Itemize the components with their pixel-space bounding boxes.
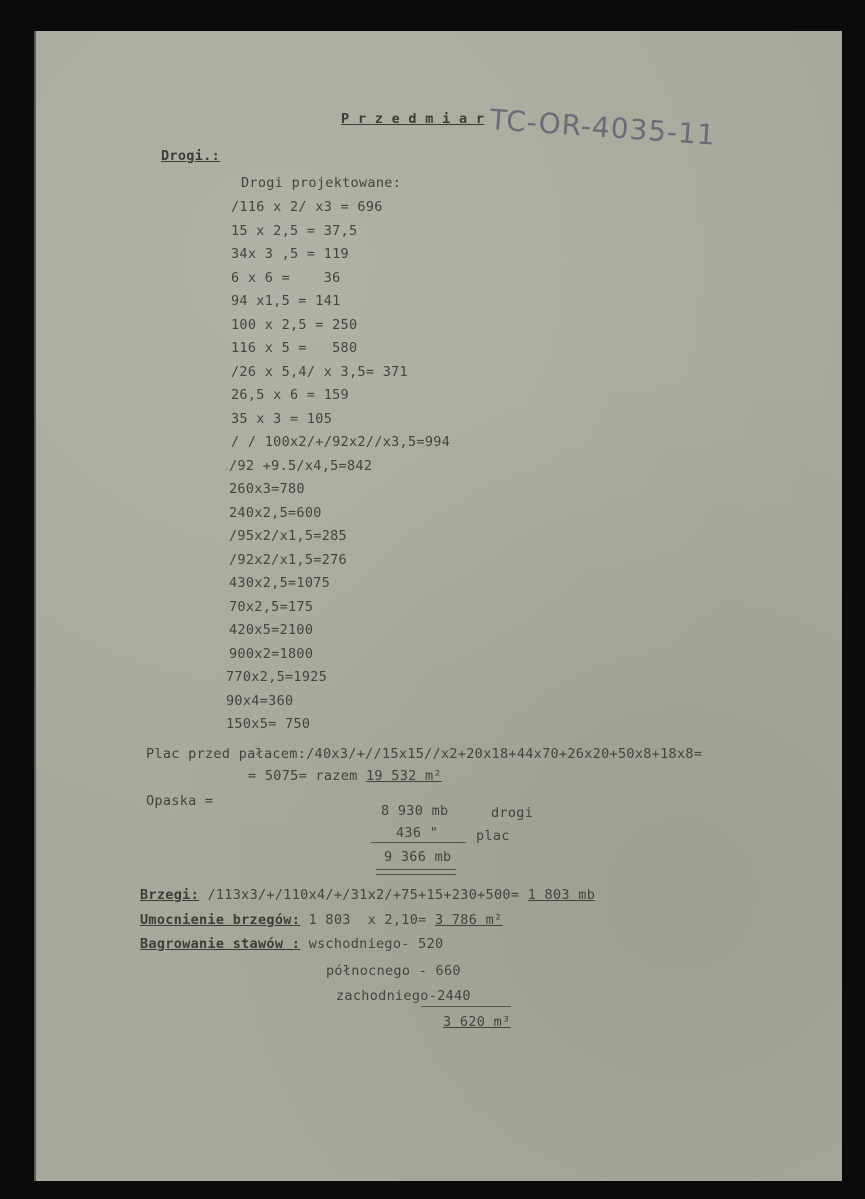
road-line: 150x5= 750: [226, 716, 311, 732]
opaska-sum: 9 366 mb: [384, 849, 452, 865]
road-line: 900x2=1800: [229, 645, 314, 662]
opaska-row2-label: plac: [476, 828, 510, 844]
road-line: 240x2,5=600: [229, 504, 322, 521]
road-line: 70x2,5=175: [229, 598, 314, 615]
plac-line-1: Plac przed pałacem:/40x3/+//15x15//x2+20x18+44x70+26x20+50x8+18x8=: [146, 746, 703, 762]
umocnienie-line: [140, 912, 502, 928]
road-line: 34x 3 ,5 = 119: [231, 246, 349, 262]
road-line: /26 x 5,4/ x 3,5= 371: [231, 363, 408, 380]
bagrowanie-line: [140, 936, 443, 952]
umocnienie-total: 3 786 m²: [435, 912, 503, 928]
section-heading: Drogi.:: [161, 148, 220, 164]
bagrowanie-row-2: północnego - 660: [326, 963, 461, 979]
bagrowanie-row-1: wschodniego- 520: [308, 936, 444, 952]
road-line: /95x2/x1,5=285: [229, 528, 347, 544]
document-page: [34, 31, 842, 1181]
road-line: 770x2,5=1925: [226, 669, 328, 685]
road-line: /92x2/x1,5=276: [229, 551, 347, 568]
brzegi-line: [140, 887, 595, 903]
road-line: 116 x 5 = 580: [231, 340, 358, 356]
road-line: 6 x 6 = 36: [231, 269, 341, 286]
plac-total: 19 532 m²: [366, 768, 442, 784]
umocnienie-label: Umocnienie brzegów:: [140, 912, 301, 928]
document-title: P r z e d m i a r: [341, 111, 485, 127]
road-line: 26,5 x 6 = 159: [231, 387, 349, 403]
opaska-row1-value: 8 930 mb: [381, 803, 449, 819]
opaska-row2-value: 436 ": [396, 825, 439, 841]
opaska-sum-rule: [371, 842, 466, 843]
road-line: 260x3=780: [229, 481, 305, 497]
road-line: 94 x1,5 = 141: [231, 293, 341, 309]
opaska-label: Opaska =: [146, 793, 214, 809]
road-line: 15 x 2,5 = 37,5: [231, 222, 358, 239]
plac-prefix: = 5075= razem: [248, 768, 358, 784]
opaska-row1-label: drogi: [491, 805, 534, 821]
road-line: 420x5=2100: [229, 622, 314, 638]
bagrowanie-total: 3 620 m³: [443, 1014, 511, 1030]
road-line: 430x2,5=1075: [229, 575, 331, 591]
bagrowanie-label: Bagrowanie stawów :: [140, 936, 301, 952]
brzegi-label: Brzegi:: [140, 887, 199, 903]
road-line: / / 100x2/+/92x2//x3,5=994: [231, 434, 451, 450]
plac-line-2: [248, 768, 442, 784]
road-line: 100 x 2,5 = 250: [231, 316, 358, 333]
brzegi-formula: /113x3/+/110x4/+/31x2/+75+15+230+500=: [207, 887, 520, 903]
bagrowanie-sum-rule: [421, 1006, 511, 1007]
road-line: 90x4=360: [226, 692, 294, 709]
brzegi-total: 1 803 mb: [527, 887, 596, 903]
umocnienie-formula: 1 803 x 2,10=: [308, 912, 427, 928]
subheading: Drogi projektowane:: [241, 175, 402, 191]
handwritten-archive-mark: TC-OR-4035-11: [488, 103, 717, 152]
road-line: /92 +9.5/x4,5=842: [229, 457, 373, 474]
opaska-double-rule: [376, 869, 456, 875]
road-line: /116 x 2/ x3 = 696: [231, 199, 383, 215]
bagrowanie-row-3: zachodniego-2440: [336, 988, 471, 1004]
road-line: 35 x 3 = 105: [231, 410, 333, 427]
